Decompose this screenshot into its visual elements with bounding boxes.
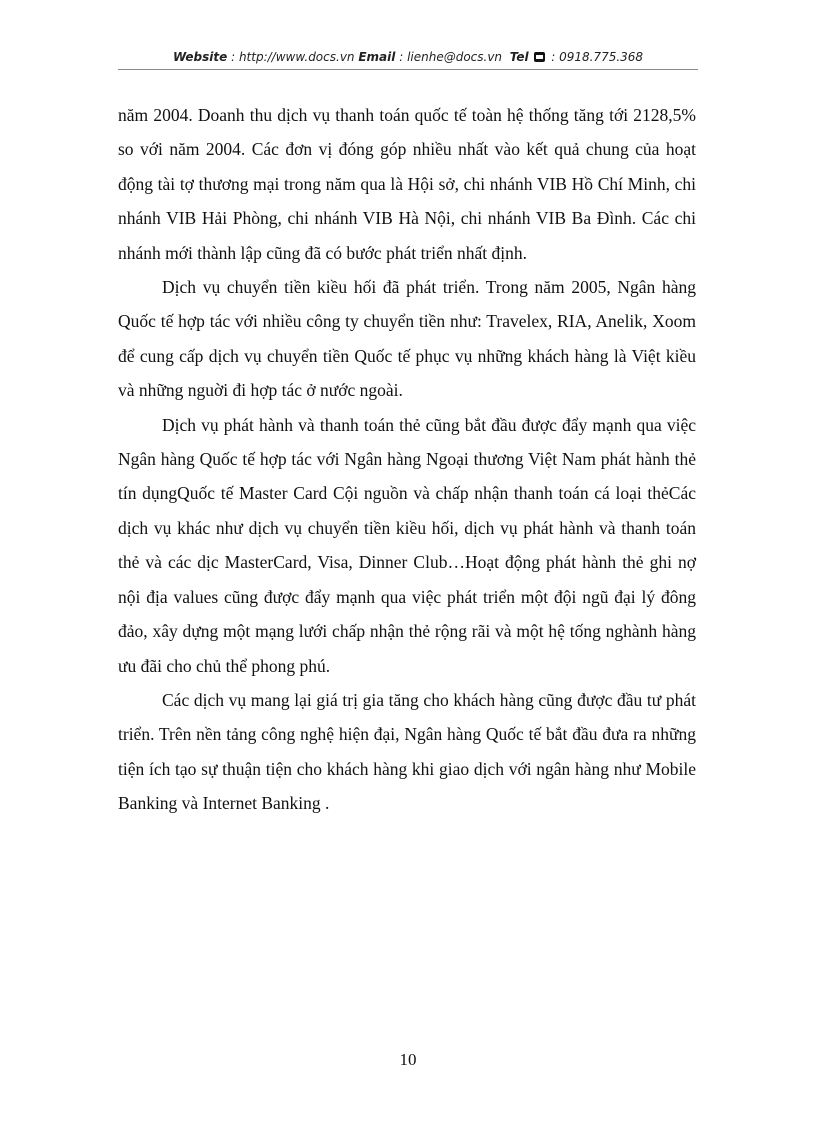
tel-value: : 0918.775.368 xyxy=(547,50,644,64)
paragraph-1: năm 2004. Doanh thu dịch vụ thanh toán quốc tế toàn hệ thống tăng tới 2128,5% so với năm 2004. Các đơn vị đóng góp nhiều nhất vào kết quả chung của hoạt động tài tợ thương mại trong năm qua là Hội sở, chi nhánh VIB Hồ Chí Minh, chi nhánh VIB Hải Phòng, chi nhánh VIB Hà Nội, chi nhánh VIB Ba Đình. Các chi nhánh mới thành lập cũng đã có bước phát triển nhất định. xyxy=(118,105,696,263)
email-separator: : xyxy=(395,50,408,64)
telephone-icon xyxy=(534,52,545,62)
website-label: Website xyxy=(172,50,228,64)
website-url[interactable]: http://www.docs.vn xyxy=(238,50,355,64)
paragraph-4: Các dịch vụ mang lại giá trị gia tăng cho khách hàng cũng được đầu tư phát triển. Trên nền tảng công nghệ hiện đại, Ngân hàng Quốc tế bắt đầu đưa ra những tiện ích tạo sự thuận tiện cho khách hàng khi giao dịch với ngân hàng như Mobile Banking và Internet Banking . xyxy=(118,689,696,814)
page-header xyxy=(118,50,698,64)
email-value[interactable]: lienhe@docs.vn xyxy=(407,50,503,64)
document-body xyxy=(118,98,696,821)
header-divider xyxy=(118,69,698,70)
tel-label: Tel xyxy=(509,50,529,64)
paragraph-2: Dịch vụ chuyển tiền kiều hối đã phát triển. Trong năm 2005, Ngân hàng Quốc tế hợp tác với nhiều công ty chuyển tiền như: Travelex, RIA, Anelik, Xoom để cung cấp dịch vụ chuyển tiền Quốc tế phục vụ những khách hàng là Việt kiều và những nguời đi hợp tác ở nước ngoài. xyxy=(118,277,696,401)
website-separator: : xyxy=(227,50,239,64)
page-number: 10 xyxy=(399,1050,417,1069)
paragraph-3: Dịch vụ phát hành và thanh toán thẻ cũng bắt đầu được đẩy mạnh qua việc Ngân hàng Quốc tế hợp tác với Ngân hàng Ngoại thương Việt Nam phát hành thẻ tín dụngQuốc tế Master Card Cội nguồn và chấp nhận thanh toán cá loại thẻCác dịch vụ khác như dịch vụ chuyển tiền kiều hối, dịch vụ phát hành và thanh toán thẻ và các dịc MasterCard, Visa, Dinner Club…Hoạt động phát hành thẻ ghi nợ nội địa values cũng được đẩy mạnh qua việc phát triển một đội ngũ đại lý đông đảo, xây dựng một mạng lưới chấp nhận thẻ rộng rãi và một hệ tống nghành hàng ưu đãi cho chủ thể phong phú. xyxy=(118,414,696,676)
email-label: Email xyxy=(358,50,396,64)
